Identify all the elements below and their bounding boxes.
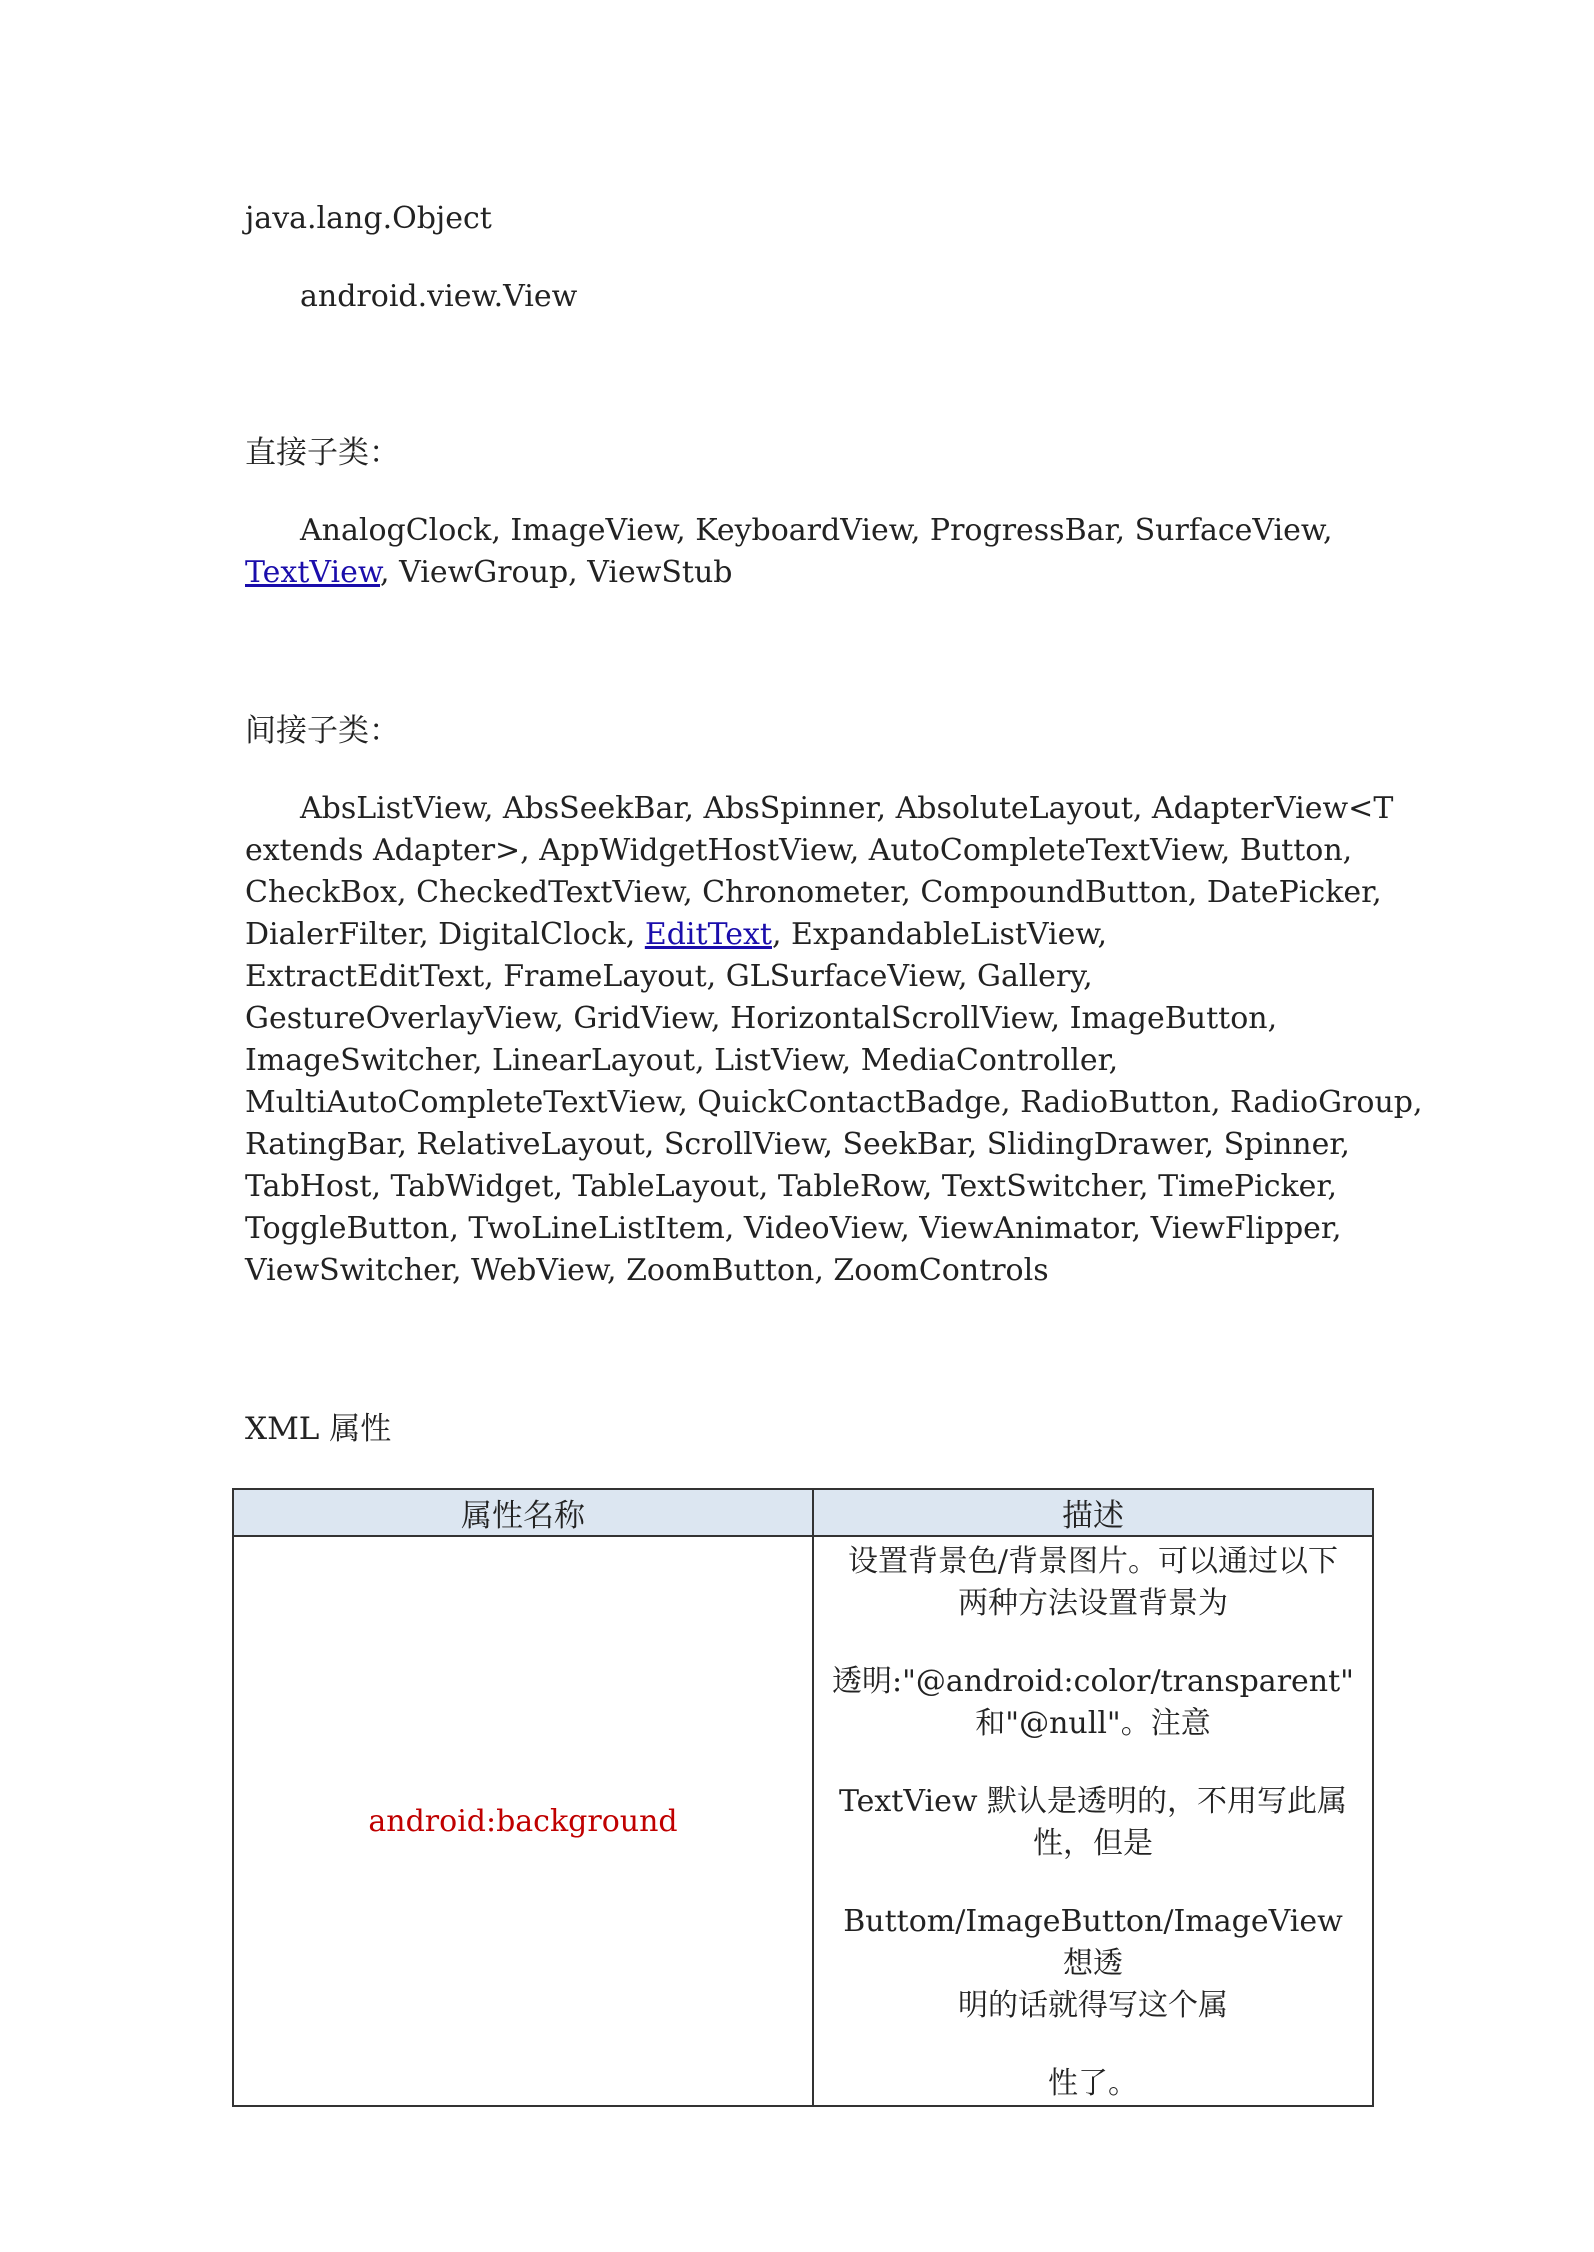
edittext-link[interactable]: EditText [644,917,772,952]
desc-line: 明的话就得写这个属 [958,1988,1228,2023]
attribute-desc-cell [813,1536,1373,2106]
xml-attributes-table [232,1488,1374,2107]
table-row [233,1536,1373,2106]
indirect-row: AbsListView, AbsSeekBar, AbsSpinner, AbsoluteLayout, AdapterView<T [300,791,1394,826]
desc-spacer [828,1745,1358,1781]
indirect-row: MultiAutoCompleteTextView, QuickContactBadge, RadioButton, RadioGroup, [245,1085,1423,1120]
table-header-row [233,1489,1373,1536]
indirect-row: TabHost, TabWidget, TableLayout, TableRow, TextSwitcher, TimePicker, [245,1169,1338,1204]
indirect-row: ViewSwitcher, WebView, ZoomButton, ZoomControls [245,1253,1049,1288]
desc-spacer [828,2027,1358,2063]
class-root: java.lang.Object [245,201,492,236]
desc-spacer [828,1625,1358,1661]
direct-row-2 [245,552,1375,594]
indirect-row: CheckBox, CheckedTextView, Chronometer, CompoundButton, DatePicker, [245,875,1382,910]
indirect-row [245,914,1375,956]
desc-line: 和"@null"。注意 [975,1706,1211,1741]
attribute-name-cell: android:background [233,1536,813,2106]
direct-subclasses-list [245,510,1375,594]
desc-line: 设置背景色/背景图片。可以通过以下 [847,1544,1339,1579]
indirect-subclasses-list [245,788,1423,1292]
direct-subclasses-heading: 直接子类： [245,435,400,471]
indirect-row: ToggleButton, TwoLineListItem, VideoView, ViewAnimator, ViewFlipper, [245,1211,1342,1246]
indirect-row-4-after: , ExpandableListView, [771,917,1108,952]
desc-line: 透明:"@android:color/transparent" [832,1664,1354,1699]
indirect-row: RatingBar, RelativeLayout, ScrollView, SeekBar, SlidingDrawer, Spinner, [245,1127,1350,1162]
desc-line: Buttom/ImageButton/ImageView 想透 [843,1904,1343,1981]
column-header-name: 属性名称 [233,1489,813,1536]
class-view: android.view.View [300,279,578,314]
desc-line: 性了。 [1048,2066,1138,2101]
indirect-row: ImageSwitcher, LinearLayout, ListView, MediaController, [245,1043,1119,1078]
desc-line: 性，但是 [1033,1826,1153,1861]
desc-line: 两种方法设置背景为 [958,1586,1228,1621]
indirect-row: extends Adapter>, AppWidgetHostView, AutoCompleteTextView, Button, [245,833,1353,868]
xml-attributes-heading: XML 属性 [245,1411,392,1447]
indirect-subclasses-heading: 间接子类： [245,713,400,749]
desc-line: TextView 默认是透明的，不用写此属 [838,1784,1348,1819]
direct-row-2-rest: , ViewGroup, ViewStub [380,555,733,590]
indirect-row-4-before: DialerFilter, DigitalClock, [245,917,645,952]
direct-row-1: AnalogClock, ImageView, KeyboardView, ProgressBar, SurfaceView, [300,513,1333,548]
indirect-row: ExtractEditText, FrameLayout, GLSurfaceView, Gallery, [245,959,1093,994]
column-header-desc: 描述 [813,1489,1373,1536]
desc-spacer [828,1865,1358,1901]
indirect-row: GestureOverlayView, GridView, HorizontalScrollView, ImageButton, [245,1001,1278,1036]
textview-link[interactable]: TextView [245,555,381,590]
